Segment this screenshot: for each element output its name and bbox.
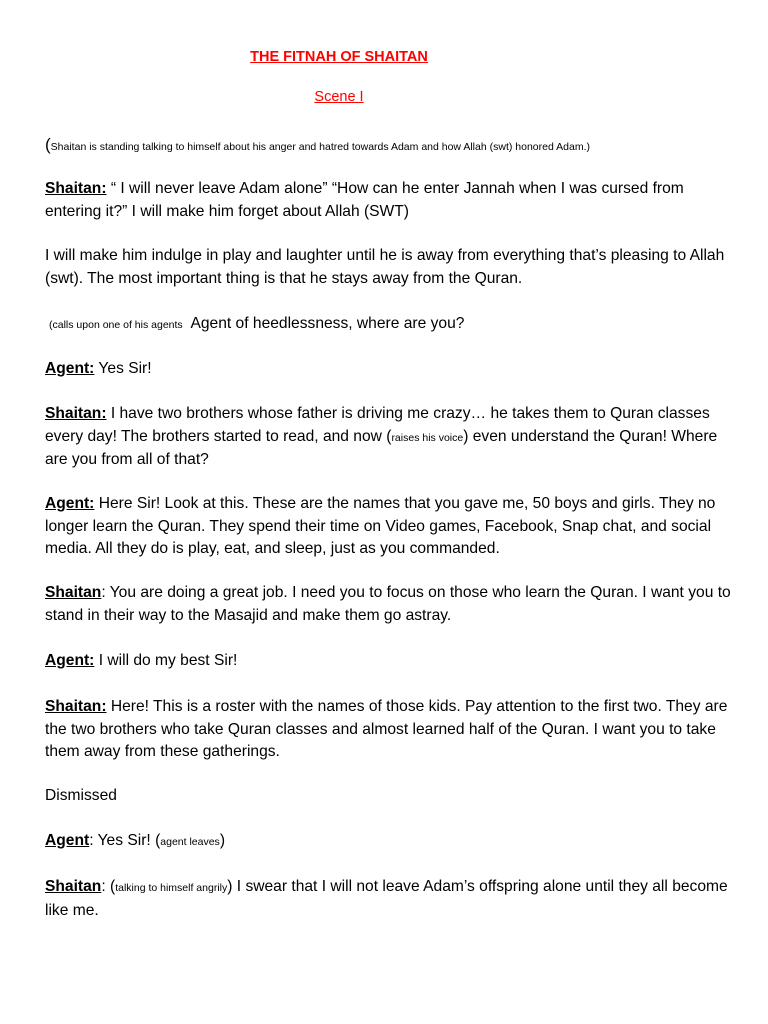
speaker-name: Shaitan — [45, 584, 102, 601]
stage-direction: (calls upon one of his agents — [49, 319, 183, 331]
dialogue-line: Shaitan: I have two brothers whose father is driving me crazy… he takes them to Quran classes every day! The brothers started to read, and now (raises his voice) even understand the Quran! Where are you from all of that? — [45, 405, 718, 468]
speaker-name: Shaitan: — [45, 180, 107, 197]
stage-direction: talking to himself angrily — [115, 882, 228, 894]
dialogue-line: (calls upon one of his agents Agent of heedlessness, where are you? — [49, 315, 465, 332]
dialogue-line: Dismissed — [45, 787, 117, 804]
stage-direction-opening: (Shaitan is standing talking to himself about his anger and hatred towards Adam and how Allah (swt) honored Adam.) — [45, 135, 590, 154]
dialogue-line: Shaitan: (talking to himself angrily) I swear that I will not leave Adam’s offspring alone until they all become like me. — [45, 878, 728, 919]
dialogue-line: Agent: Here Sir! Look at this. These are the names that you gave me, 50 boys and girls. They no longer learn the Quran. They spend their time on Video games, Facebook, Snap chat, and social media. All they do is play, eat, and sleep, just as you commanded. — [45, 495, 716, 557]
speaker-name: Agent: — [45, 495, 95, 512]
dialogue-line: Agent: Yes Sir! — [45, 360, 152, 377]
speaker-name: Shaitan — [45, 878, 102, 895]
stage-direction: agent leaves — [160, 836, 220, 848]
scene-heading: Scene I — [314, 89, 364, 105]
speaker-name: Agent — [45, 832, 90, 849]
dialogue-line: Agent: Yes Sir! (agent leaves) — [45, 832, 226, 849]
speaker-name: Agent: — [45, 652, 95, 669]
document-title: THE FITNAH OF SHAITAN — [250, 49, 428, 65]
dialogue-line: Agent: I will do my best Sir! — [45, 652, 238, 669]
speaker-name: Shaitan: — [45, 405, 107, 422]
dialogue-line: Shaitan: You are doing a great job. I need you to focus on those who learn the Quran. I want you to stand in their way to the Masajid and make them go astray. — [45, 584, 731, 624]
stage-direction: raises his voice — [391, 431, 464, 444]
dialogue-line: Shaitan: Here! This is a roster with the names of those kids. Pay attention to the first two. They are the two brothers who take Quran classes and almost learned half of the Quran. I want you to take them away from these gatherings. — [45, 698, 728, 760]
speaker-name: Agent: — [45, 360, 95, 377]
dialogue-line: I will make him indulge in play and laughter until he is away from everything that’s pleasing to Allah (swt). The most important thing is that he stays away from the Quran. — [45, 247, 725, 287]
speaker-name: Shaitan: — [45, 698, 107, 715]
dialogue-line: Shaitan: “ I will never leave Adam alone” “How can he enter Jannah when I was cursed from entering it?” I will make him forget about Allah (SWT) — [45, 180, 684, 220]
